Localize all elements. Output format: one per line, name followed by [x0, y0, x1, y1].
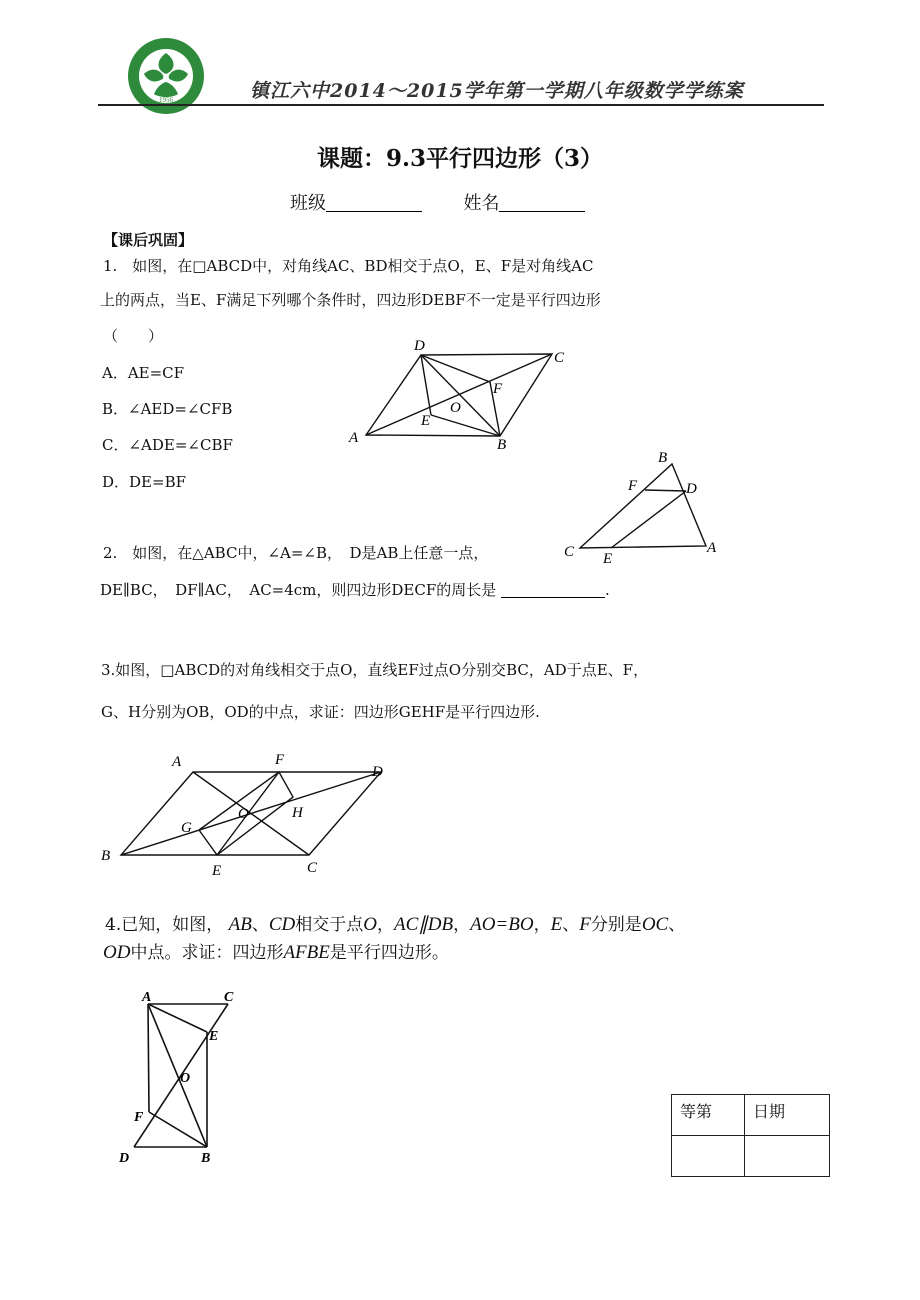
q4-f: F	[579, 914, 591, 935]
q4-oc: OC	[641, 914, 669, 935]
q1-option-d: D．DE=BF	[102, 473, 187, 491]
q3-label-o: O	[238, 806, 249, 822]
q1-label-c: C	[554, 350, 565, 366]
q4-label-f: F	[134, 1110, 144, 1125]
q4-tail: 中点。求证：四边形	[130, 943, 284, 963]
q4-figure	[110, 982, 260, 1172]
name-label: 姓名	[463, 193, 500, 214]
q2-label-e: E	[603, 551, 613, 567]
q1-label-b: B	[497, 437, 507, 453]
q4-comma3: ，	[533, 915, 551, 935]
q3-label-c: C	[307, 860, 318, 876]
q2-label-c: C	[564, 544, 575, 560]
q4-label-d: D	[119, 1151, 130, 1166]
q4-e: E	[550, 914, 563, 935]
q1-option-b: B．∠AED=∠CFB	[102, 400, 233, 418]
q4-ac-parallel-db: AC∥DB	[394, 914, 454, 935]
header-divider	[98, 104, 824, 106]
q2-line2-end: .	[605, 581, 610, 599]
logo-year: 1956	[159, 96, 173, 104]
page-title: 课题：9.3平行四边形（3）	[316, 145, 604, 172]
school-header-title: 镇江六中2014～2015学年第一学期八年级数学学练案	[250, 80, 744, 102]
q4-sep3: 、	[668, 915, 686, 935]
q2-figure	[560, 446, 730, 571]
q2-line2-text: DE∥BC， DF∥AC， AC=4cm，则四边形DECF的周长是	[100, 581, 497, 599]
q3-label-d: D	[372, 764, 383, 780]
q1-label-f: F	[493, 381, 503, 397]
name-blank[interactable]	[499, 193, 585, 212]
q3-figure	[95, 742, 405, 882]
q3-label-a: A	[172, 754, 182, 770]
q2-label-f: F	[628, 478, 638, 494]
q4-comma1: ，	[377, 915, 394, 935]
q4-label-a: A	[142, 990, 152, 1005]
q4-od: OD	[103, 942, 131, 963]
q4-mid1: 相交于点	[295, 915, 364, 935]
q1-label-a: A	[349, 430, 359, 446]
q1-option-c: C．∠ADE=∠CBF	[102, 436, 233, 454]
q4-ab: AB	[228, 914, 252, 935]
section-heading: 【课后巩固】	[103, 231, 194, 249]
q4-end: 是平行四边形。	[329, 943, 449, 963]
q4-cd: CD	[268, 914, 296, 935]
class-blank[interactable]	[326, 193, 422, 212]
q4-afbe: AFBE	[283, 942, 330, 963]
date-label-cell: 日期	[745, 1095, 830, 1136]
grade-label-cell: 等第	[672, 1095, 745, 1136]
grade-value-cell[interactable]	[672, 1136, 745, 1177]
q2-label-d: D	[686, 481, 697, 497]
q4-label-b: B	[201, 1151, 211, 1166]
q4-label-e: E	[209, 1029, 219, 1044]
q1-label-d: D	[414, 338, 425, 354]
q1-line1: 1. 如图，在□ABCD中，对角线AC、BD相交于点O，E、F是对角线AC	[103, 257, 594, 275]
q2-label-a: A	[707, 540, 717, 556]
q1-figure	[340, 330, 580, 460]
q3-label-e: E	[212, 863, 222, 879]
q4-label-c: C	[224, 990, 234, 1005]
q4-mid2: 分别是	[590, 915, 642, 935]
q4-o: O	[363, 914, 377, 935]
q2-line2	[100, 579, 610, 600]
q3-label-g: G	[181, 820, 192, 836]
q3-label-b: B	[101, 848, 111, 864]
q3-label-h: H	[292, 805, 303, 821]
q4-sep1: 、	[251, 915, 269, 935]
class-name-line	[290, 189, 585, 215]
q1-option-a: A．AE=CF	[102, 364, 185, 382]
class-label: 班级	[290, 193, 326, 214]
q1-line2: 上的两点，当E、F满足下列哪个条件时，四边形DEBF不一定是平行四边形	[100, 291, 601, 309]
q4-line2	[103, 938, 449, 964]
q4-comma2: ，	[453, 915, 471, 935]
q3-label-f: F	[275, 752, 285, 768]
q4-prefix: 4.已知，如图，	[105, 915, 224, 935]
q4-ao-eq-bo: AO=BO	[470, 914, 534, 935]
q4-line1	[105, 910, 685, 936]
q1-label-e: E	[421, 413, 431, 429]
date-value-cell[interactable]	[745, 1136, 830, 1177]
q4-sep2: 、	[562, 915, 580, 935]
q2-line1: 2. 如图，在△ABC中，∠A=∠B， D是AB上任意一点，	[103, 544, 489, 562]
q4-label-o: O	[180, 1071, 191, 1086]
q1-paren: （ ）	[103, 327, 164, 345]
q2-label-b: B	[658, 450, 668, 466]
q3-line2: G、H分别为OB，OD的中点，求证：四边形GEHF是平行四边形.	[101, 703, 540, 721]
q1-label-o: O	[450, 400, 461, 416]
q2-answer-blank[interactable]	[501, 579, 605, 598]
grade-table	[671, 1094, 830, 1177]
q3-line1: 3.如图，□ABCD的对角线相交于点O，直线EF过点O分别交BC，AD于点E、F，	[101, 661, 649, 679]
